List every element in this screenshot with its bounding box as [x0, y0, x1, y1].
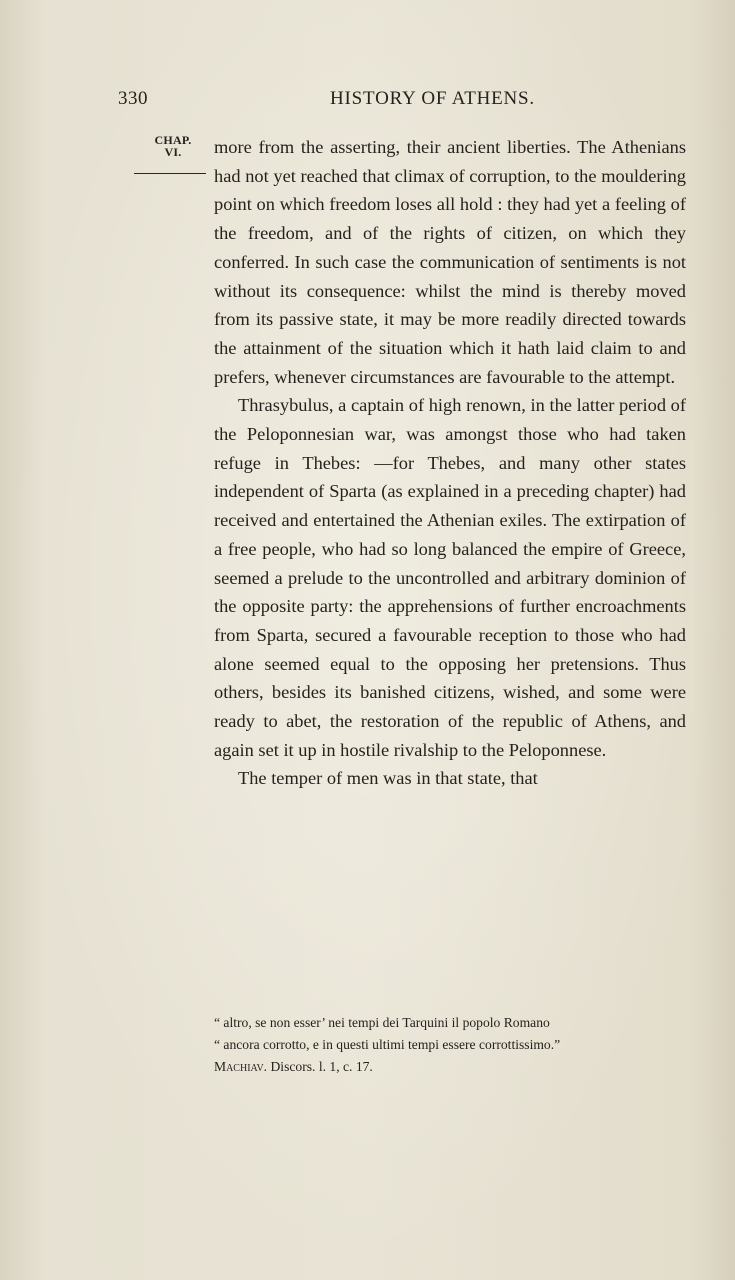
footnote-line: “ altro, se non esser’ nei tempi dei Tarquini il popolo Romano [214, 1015, 550, 1030]
footnote [214, 1012, 686, 1078]
footnote-author: Machiav. [214, 1059, 268, 1074]
footnote-source: Discors. l. 1, c. 17. [267, 1059, 373, 1074]
margin-rule [134, 173, 206, 174]
body-text [214, 133, 686, 793]
running-head [118, 88, 683, 116]
paragraph-continued: more from the asserting, their ancient liberties. The Athenians had not yet reached that climax of corruption, to the mouldering point on which freedom loses all hold : they had yet a feeling of the freedom, and of the rights of citizen, on which they conferred. In such case the communication of sentiments is not without its consequence: whilst the mind is thereby moved from its passive state, it may be more readily directed towards the attainment of the situation which it hath laid claim to and prefers, whenever circumstances are favourable to the attempt. [214, 137, 686, 387]
paragraph: The temper of men was in that state, that [238, 768, 538, 789]
page-title: HISTORY OF ATHENS. [330, 88, 535, 109]
chapter-label: CHAP. [154, 133, 192, 147]
chapter-margin-note [148, 134, 198, 158]
page-number: 330 [118, 88, 148, 109]
footnote-line: “ ancora corrotto, e in questi ultimi tempi essere corrottissimo.” [214, 1037, 561, 1052]
chapter-number: VI. [164, 145, 182, 159]
footnote-citation [214, 1056, 686, 1078]
paragraph: Thrasybulus, a captain of high renown, in the latter period of the Peloponnesian war, was amongst those who had taken refuge in Thebes: —for Thebes, and many other states independent of Sparta (as explained in a preceding chapter) had received and entertained the Athenian exiles. The extirpation of a free people, who had so long balanced the empire of Greece, seemed a prelude to the uncontrolled and arbitrary dominion of the opposite party: the apprehensions of further encroachments from Sparta, secured a favourable reception to those who had alone seemed equal to the opposing her pretensions. Thus others, besides its banished citizens, wished, and some were ready to abet, the restoration of the republic of Athens, and again set it up in hostile rivalship to the Peloponnese. [214, 395, 686, 760]
